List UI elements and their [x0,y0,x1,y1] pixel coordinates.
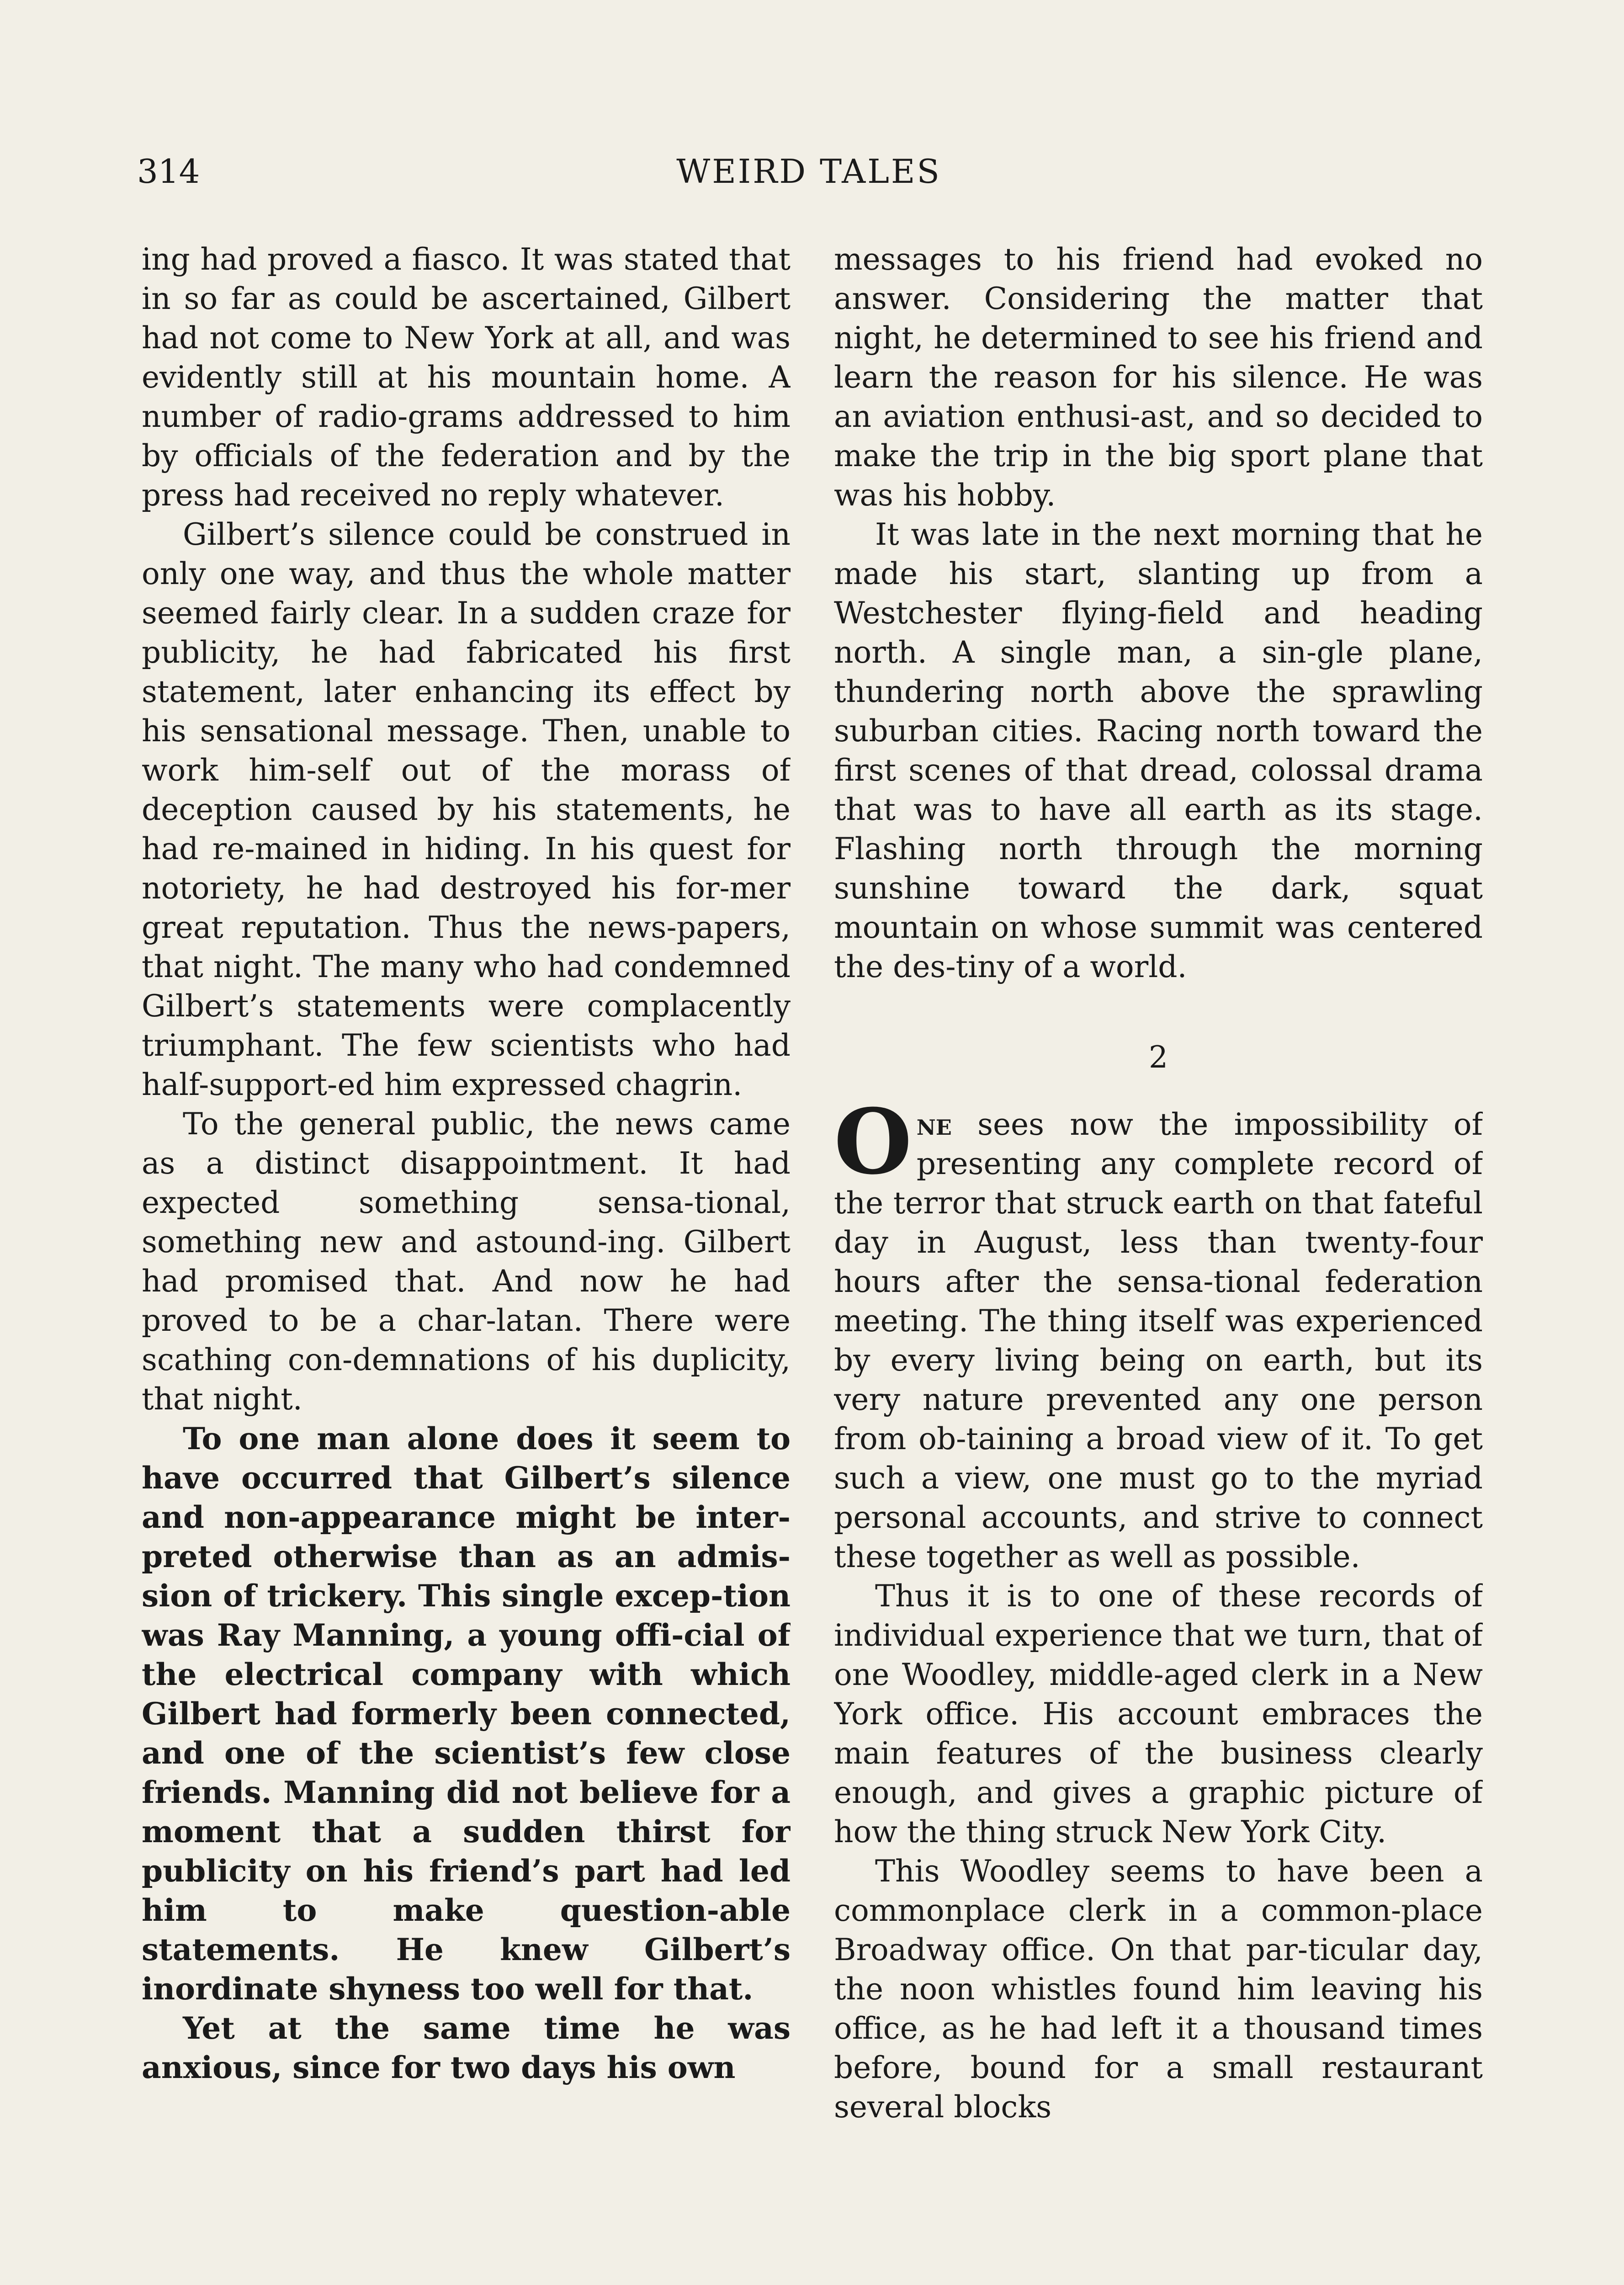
right-paragraph-3 [834,1089,1483,1577]
left-paragraph-2: Gilbert’s silence could be construed in only one way, and thus the whole matter seemed fairly clear. In a sudden craze for publicity, he had fabricated his first statement, later enhancing its effect by his sensational message. Then, unable to work him-self out of the morass of deception caused by his statements, he had re-mained in hiding. In his quest for notoriety, he had destroyed his for-mer great reputation. Thus the news-papers, that night. The many who had condemned Gilbert’s statements were complacently triumphant. The few scientists who had half-support-ed him expressed chagrin. [142,517,791,1102]
right-paragraph-5: This Woodley seems to have been a commonplace clerk in a common-place Broadway office. On that par-ticular day, the noon whistles found him leaving his office, as he had left it a thousand times before, bound for a small restaurant several blocks [834,1854,1483,2125]
right-paragraph-3-text: sees now the impossibility of presenting any complete record of the terror that struck earth on that fateful day in August, less than twenty-four hours after the sensa-tional federation meeting. The thing itself was experienced by every living being on earth, but its very nature prevented any one person from ob-taining a broad view of it. To get such a view, one must go to the myriad personal accounts, and strive to connect these together as well as possible. [834,1107,1483,1574]
drop-cap: O [834,1089,912,1195]
left-paragraph-3: To the general public, the news came as a distinct disappointment. It had expected something sensa-tional, something new and astound-ing. Gilbert had promised that. And now he had proved to be a char-latan. There were scathing con-demnations of his duplicity, that night. [142,1106,791,1417]
right-column [834,240,1483,2285]
left-column [142,240,791,2285]
page-number: 314 [137,152,200,191]
page-header [137,146,1481,201]
opening-small-caps: ne [916,1106,952,1142]
left-paragraph-5: Yet at the same time he was anxious, since for two days his own [142,2010,791,2085]
section-number: 2 [1149,1040,1168,1075]
running-head-title: WEIRD TALES [676,152,941,191]
right-paragraph-4: Thus it is to one of these records of individual experience that we turn, that of one Woodley, middle-aged clerk in a New York office. His account embraces the main features of the business clearly enough, and gives a graphic picture of how the thing struck New York City. [834,1578,1483,1849]
left-paragraph-1: ing had proved a fiasco. It was stated that in so far as could be ascertained, Gilbert had not come to New York at all, and was evidently still at his mountain home. A number of radio-grams addressed to him by officials of the federation and by the press had received no reply whatever. [142,242,791,513]
left-paragraph-4: To one man alone does it seem to have occurred that Gilbert’s silence and non-appearance might be inter-preted otherwise than as an admis-sion of trickery. This single excep-tion was Ray Manning, a young offi-cial of the electrical company with which Gilbert had formerly been connected, and one of the scientist’s few close friends. Manning did not believe for a moment that a sudden thirst for publicity on his friend’s part had led him to make question-able statements. He knew Gilbert’s inordinate shyness too well for that. [142,1421,791,2007]
right-paragraph-1: messages to his friend had evoked no answer. Considering the matter that night, he determined to see his friend and learn the reason for his silence. He was an aviation enthusi-ast, and so decided to make the trip in the big sport plane that was his hobby. [834,242,1483,513]
right-paragraph-2: It was late in the next morning that he made his start, slanting up from a Westchester flying-field and heading north. A single man, a sin-gle plane, thundering north above the sprawling suburban cities. Racing north toward the first scenes of that dread, colossal drama that was to have all earth as its stage. Flashing north through the morning sunshine toward the dark, squat mountain on whose summit was centered the des-tiny of a world. [834,517,1483,984]
